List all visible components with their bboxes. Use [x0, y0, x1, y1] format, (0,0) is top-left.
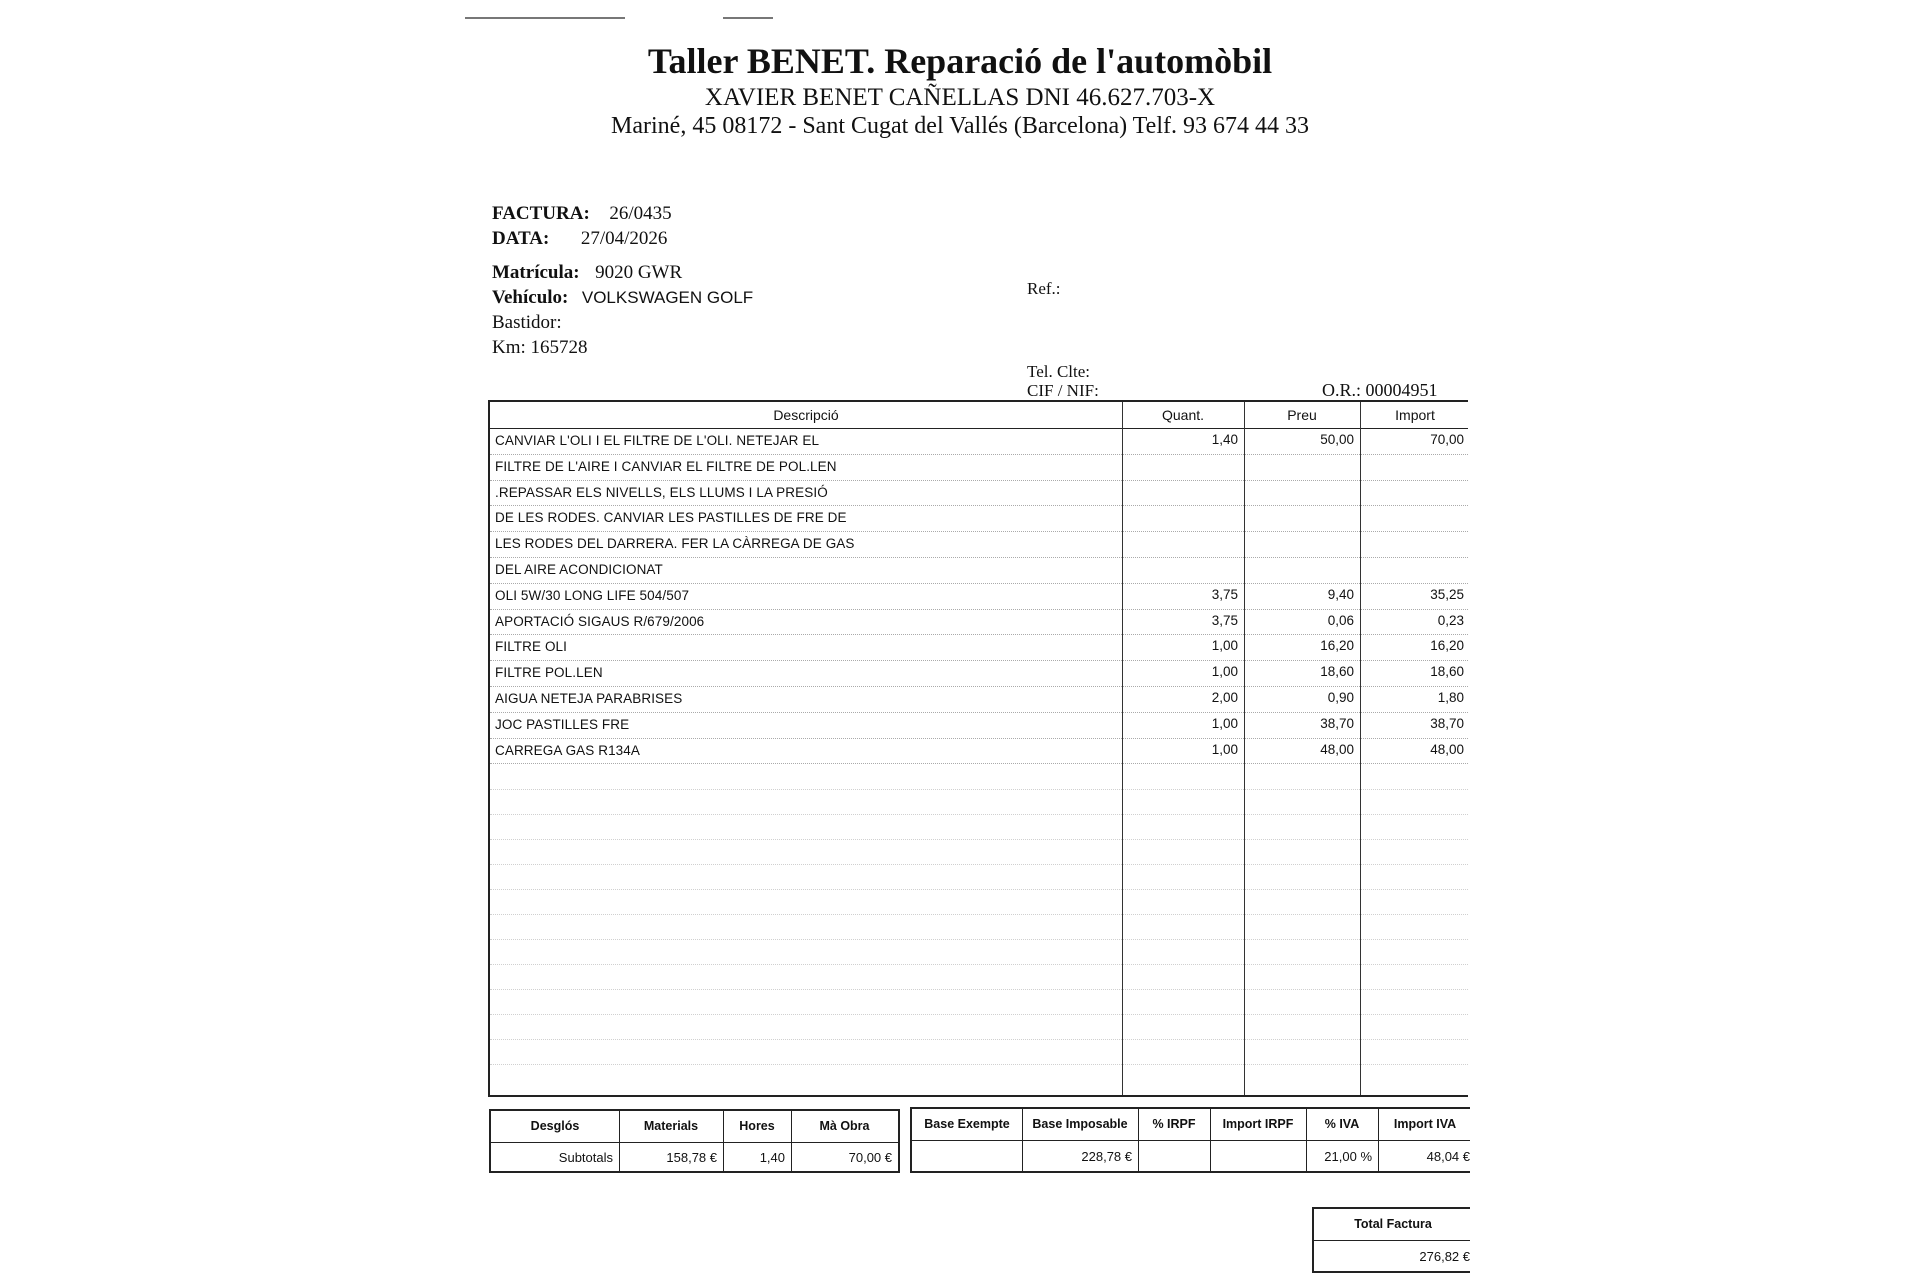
breakdown-header-materials: Materials	[643, 1119, 699, 1133]
tel-label: Tel. Clte:	[1027, 362, 1091, 381]
km-line	[492, 337, 588, 359]
row-amount: 16,20	[1430, 638, 1464, 654]
scan-line-left	[465, 17, 625, 19]
row-description: DE LES RODES. CANVIAR LES PASTILLES DE FRE DE	[495, 510, 847, 526]
empty-row-line	[490, 989, 1468, 990]
row-description: CARREGA GAS R134A	[495, 742, 641, 758]
tax-iva-import: 48,04 €	[1426, 1149, 1470, 1164]
row-price: 38,70	[1320, 715, 1354, 731]
row-description: APORTACIÓ SIGAUS R/679/2006	[495, 613, 705, 629]
row-description: FILTRE DE L'AIRE I CANVIAR EL FILTRE DE POL.LEN	[495, 458, 837, 474]
vehiculo-value: VOLKSWAGEN GOLF	[581, 288, 754, 307]
row-quantity: 1,00	[1211, 741, 1238, 757]
data-line	[492, 228, 667, 250]
row-price: 0,90	[1327, 690, 1354, 705]
empty-row-line	[490, 939, 1468, 940]
matricula-label: Matrícula:	[492, 262, 580, 283]
vehiculo-label: Vehículo:	[492, 287, 569, 308]
row-quantity: 1,40	[1211, 432, 1238, 447]
tax-header-iva-pct: % IVA	[1324, 1117, 1360, 1131]
table-row	[490, 506, 1468, 532]
col-header-import: Import	[1395, 407, 1435, 423]
or-line	[1322, 380, 1438, 401]
tax-header-irpf-pct: % IRPF	[1152, 1117, 1196, 1131]
empty-row-line	[490, 814, 1468, 815]
bastidor-label: Bastidor:	[492, 312, 562, 333]
vehiculo-line	[492, 287, 753, 309]
data-label: DATA:	[492, 228, 550, 249]
row-quantity: 1,00	[1211, 715, 1238, 731]
table-row	[490, 429, 1468, 455]
table-row	[490, 687, 1468, 713]
empty-row-line	[490, 1039, 1468, 1040]
factura-label: FACTURA:	[492, 203, 590, 224]
items-table-header	[490, 402, 1468, 429]
row-amount: 38,70	[1430, 715, 1464, 731]
company-title: Taller BENET. Reparació de l'automòbil	[647, 41, 1273, 81]
empty-row-line	[490, 789, 1468, 790]
row-price: 50,00	[1320, 432, 1354, 447]
breakdown-materials: 158,78 €	[666, 1150, 717, 1165]
row-description: OLI 5W/30 LONG LIFE 504/507	[495, 587, 690, 603]
factura-value: 26/0435	[609, 203, 672, 224]
tax-separator	[912, 1140, 1470, 1141]
empty-row-line	[490, 839, 1468, 840]
table-row	[490, 558, 1468, 584]
km-label: Km:	[492, 337, 526, 358]
factura-line	[492, 203, 672, 225]
total-box	[1312, 1207, 1470, 1273]
breakdown-header-ma-obra: Mà Obra	[819, 1119, 870, 1133]
empty-row-line	[490, 889, 1468, 890]
empty-row-line	[490, 914, 1468, 915]
row-price: 48,00	[1320, 741, 1354, 757]
row-price: 9,40	[1327, 586, 1354, 602]
items-table	[488, 400, 1468, 1097]
row-quantity: 1,00	[1211, 664, 1238, 680]
col-header-descripcio: Descripció	[773, 407, 839, 423]
tax-divider	[1210, 1109, 1211, 1171]
table-row	[490, 455, 1468, 481]
row-dotted-line	[490, 763, 1468, 764]
row-description: AIGUA NETEJA PARABRISES	[495, 691, 683, 706]
total-label: Total Factura	[1354, 1217, 1432, 1231]
row-description: LES RODES DEL DARRERA. FER LA CÀRREGA DE GAS	[495, 536, 855, 552]
empty-row-line	[490, 1014, 1468, 1015]
breakdown-header-hores: Hores	[739, 1119, 775, 1133]
breakdown-header-desglos: Desglós	[530, 1119, 580, 1133]
row-amount: 48,00	[1430, 741, 1464, 757]
row-quantity: 3,75	[1211, 612, 1238, 628]
breakdown-table	[489, 1109, 900, 1173]
row-amount: 70,00	[1430, 432, 1464, 447]
row-description: CANVIAR L'OLI I EL FILTRE DE L'OLI. NETEJAR EL	[495, 433, 820, 448]
row-amount: 18,60	[1430, 664, 1464, 680]
row-quantity: 2,00	[1211, 690, 1238, 705]
table-row	[490, 610, 1468, 636]
row-price: 18,60	[1320, 664, 1354, 680]
data-value: 27/04/2026	[580, 228, 668, 249]
row-quantity: 3,75	[1211, 586, 1238, 602]
row-description: DEL AIRE ACONDICIONAT	[495, 562, 663, 577]
breakdown-hores: 1,40	[759, 1150, 785, 1165]
row-amount: 35,25	[1430, 586, 1464, 602]
tax-divider	[1138, 1109, 1139, 1171]
tax-header-iva-import: Import IVA	[1393, 1117, 1457, 1131]
total-value: 276,82 €	[1419, 1249, 1470, 1264]
company-owner: XAVIER BENET CAÑELLAS DNI 46.627.703-X	[704, 84, 1216, 111]
or-label: O.R.:	[1322, 380, 1362, 400]
empty-row-line	[490, 1064, 1468, 1065]
breakdown-row-label: Subtotals	[558, 1150, 613, 1165]
row-description: FILTRE POL.LEN	[495, 665, 603, 681]
row-description: FILTRE OLI	[495, 639, 568, 655]
matricula-value: 9020 GWR	[595, 262, 683, 283]
row-description: JOC PASTILLES FRE	[495, 716, 630, 732]
row-description: .REPASSAR ELS NIVELLS, ELS LLUMS I LA PRESIÓ	[495, 484, 828, 500]
tax-header-base-imposable: Base Imposable	[1032, 1117, 1128, 1131]
total-separator	[1314, 1240, 1470, 1241]
breakdown-ma-obra: 70,00 €	[848, 1150, 892, 1165]
row-amount: 0,23	[1437, 612, 1464, 628]
tax-header-base-exempte: Base Exempte	[924, 1117, 1010, 1131]
row-quantity: 1,00	[1211, 638, 1238, 654]
matricula-line	[492, 262, 682, 284]
row-price: 16,20	[1320, 638, 1354, 654]
col-header-quant: Quant.	[1161, 407, 1205, 423]
cif-label: CIF / NIF:	[1027, 381, 1099, 400]
table-row	[490, 635, 1468, 661]
tax-iva-pct: 21,00 %	[1324, 1149, 1372, 1164]
empty-row-line	[490, 864, 1468, 865]
or-value: 00004951	[1365, 380, 1438, 400]
table-row	[490, 661, 1468, 687]
row-amount: 1,80	[1437, 690, 1464, 705]
col-header-preu: Preu	[1287, 407, 1317, 423]
empty-row-line	[490, 964, 1468, 965]
scan-line-right	[723, 17, 773, 19]
tax-table	[910, 1107, 1470, 1173]
table-row	[490, 713, 1468, 739]
tax-base-imposable: 228,78 €	[1081, 1149, 1132, 1164]
table-row	[490, 739, 1468, 765]
company-address: Mariné, 45 08172 - Sant Cugat del Vallés (Barcelona) Telf. 93 674 44 33	[611, 113, 1309, 139]
tax-header-irpf-import: Import IRPF	[1222, 1117, 1294, 1131]
row-price: 0,06	[1327, 612, 1354, 628]
table-row	[490, 481, 1468, 507]
table-row	[490, 532, 1468, 558]
table-row	[490, 584, 1468, 610]
km-value: 165728	[530, 337, 588, 358]
ref-label: Ref.:	[1027, 279, 1061, 298]
